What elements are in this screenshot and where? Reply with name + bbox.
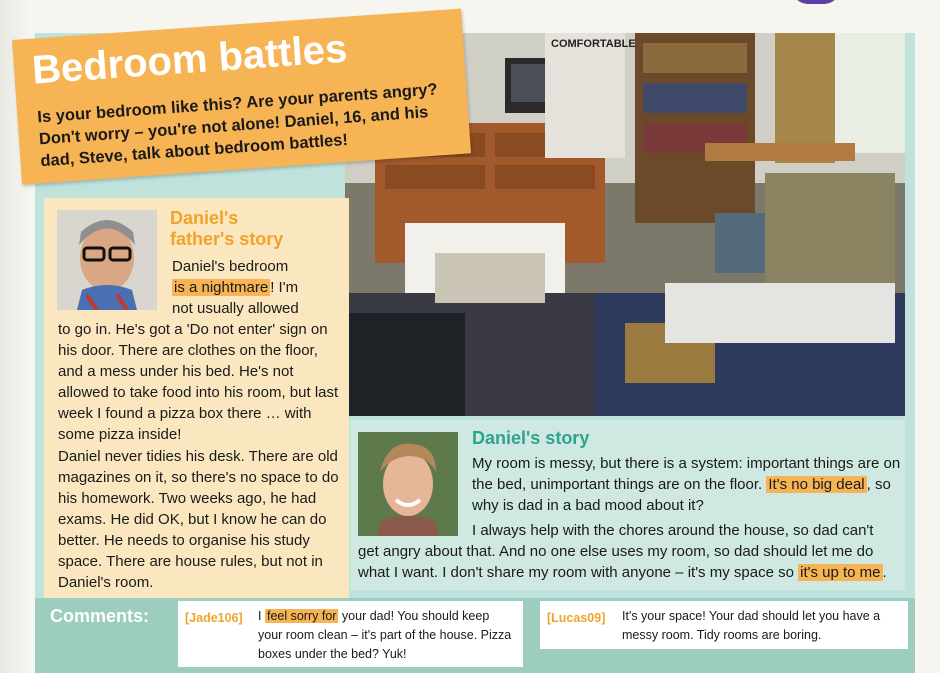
father-portrait: [57, 210, 157, 310]
article-intro: Is your bedroom like this? Are your parents angry? Don't worry – you're not alone! Daniel, 16, and his dad, Steve, talk about bedroom battles!: [36, 80, 439, 171]
father-paragraph-1: to go in. He's got a 'Do not enter' sign on his door. There are clothes on the floor, and a mess under his bed. He's not allowed to take food into his room, but last week I found a pizza box there … with some pizza inside!: [58, 321, 339, 443]
comment-handle-lucas: [Lucas09]: [547, 611, 606, 625]
father-paragraph-2: Daniel never tidies his desk. There are old magazines on it, so there's no space to do his homework. Two weeks ago, he had exams. He did OK, but I know he can do better. He needs to organise his study space. There are house rules, but not in Daniel's room.: [58, 448, 339, 591]
father-story-title: [170, 208, 283, 250]
poster-text: COMFORTABLE: [551, 38, 636, 50]
comment-card-lucas: [540, 601, 908, 649]
comment-text-jade: [258, 607, 516, 664]
comment-jade-text: your dad! You should keep your room clean – it's part of the house. Pizza boxes under the bed? Yuk!: [258, 609, 512, 661]
daniel-paragraph-2-line1: I always help with the chores around the house, so dad can't: [472, 522, 874, 539]
comment-jade-pre: I: [258, 609, 262, 623]
father-intro-lines: [172, 256, 342, 319]
comment-card-jade: [178, 601, 523, 667]
father-title-line1: Daniel's: [170, 208, 239, 228]
father-text-line2-end: ! I'm: [270, 279, 299, 296]
daniel-story-title: Daniel's story: [472, 428, 590, 448]
comments-label: Comments:: [50, 606, 150, 626]
father-text-line3: not usually allowed: [172, 300, 299, 317]
comment-handle-jade: [Jade106]: [185, 611, 243, 625]
daniel-portrait: [358, 432, 458, 536]
daniel-paragraph-1: [472, 453, 902, 516]
highlight-no-big-deal: It's no big deal: [768, 476, 865, 493]
highlight-feel-sorry-for: feel sorry for: [266, 609, 337, 623]
daniel-text-b: , so why is dad in a bad mood about it?: [472, 476, 891, 514]
father-title-line2: father's story: [170, 229, 284, 249]
comment-text-lucas: It's your space! Your dad should let you have a messy room. Tidy rooms are boring.: [622, 609, 881, 642]
daniel-text-a: My room is messy, but there is a system: important things are on the bed, unimportant things are on the floor.: [472, 455, 901, 493]
article-title: Bedroom battles: [30, 26, 349, 93]
father-text-line1: Daniel's bedroom: [172, 258, 289, 275]
daniel-text-c: get angry about that. And no one else uses my room, so dad should let me do what I want. I don't share my room with anyone – it's my space so: [358, 543, 874, 581]
daniel-text-end: .: [882, 564, 887, 581]
highlight-up-to-me: it's up to me: [800, 564, 881, 581]
daniel-paragraph-2: [358, 541, 908, 583]
highlight-nightmare: is a nightmare: [174, 279, 269, 296]
